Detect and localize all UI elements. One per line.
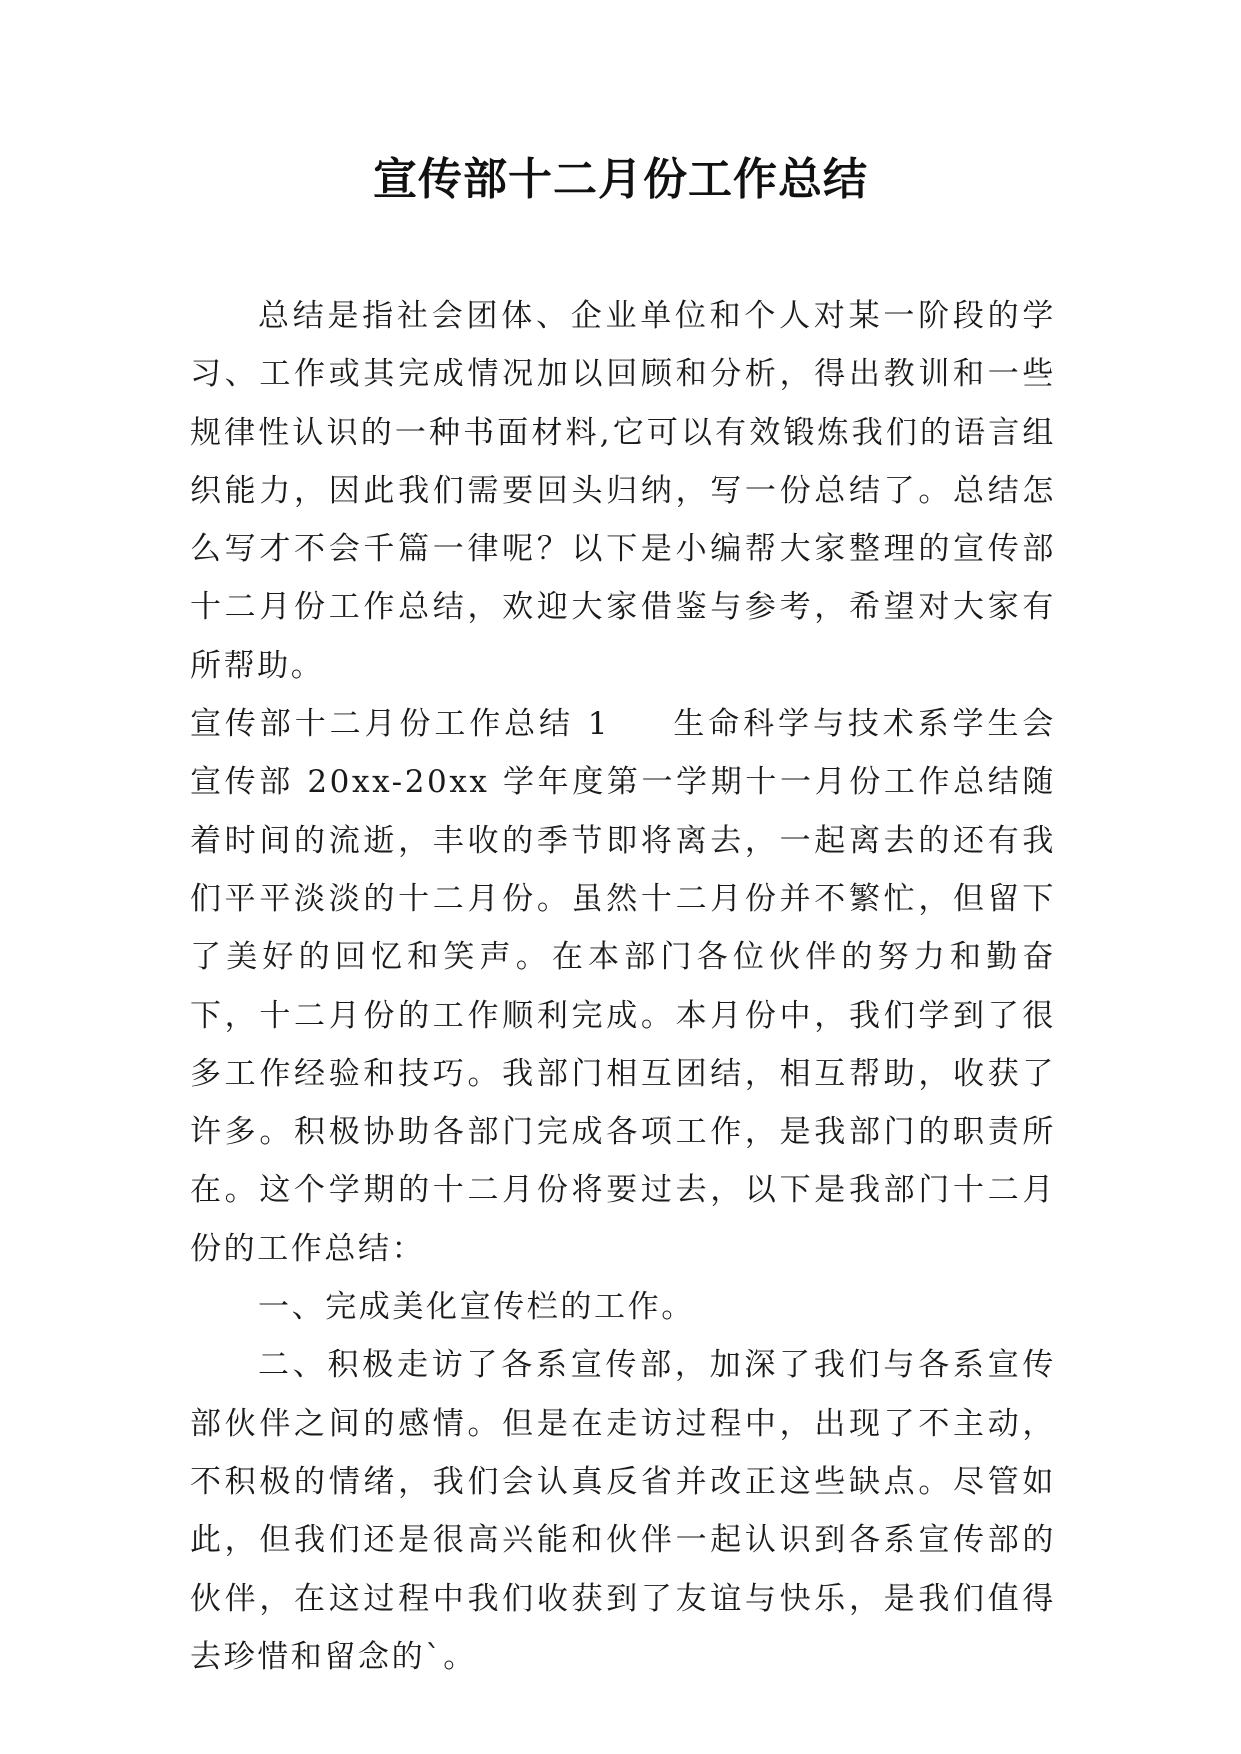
section-body-text: 生命科学与技术系学生会宣传部 20xx-20xx 学年度第一学期十一月份工作总结随着时间的流逝，丰收的季节即将离去，一起离去的还有我们平平淡淡的十二月份。虽然十二月份并不繁忙，但留下了美好的回忆和笑声。在本部门各位伙伴的努力和勤奋下，十二月份的工作顺利完成。本月份中，我们学到了很多工作经验和技巧。我部门相互团结，相互帮助，收获了许多。积极协助各部门完成各项工作，是我部门的职责所在。这个学期的十二月份将要过去，以下是我部门十二月份的工作总结：	[190, 706, 1056, 1267]
list-item-1: 一、完成美化宣传栏的工作。	[258, 1289, 695, 1326]
document-body	[190, 287, 1056, 1686]
section-heading: 宣传部十二月份工作总结 1	[190, 706, 611, 743]
document-title: 宣传部十二月份工作总结	[373, 154, 868, 205]
intro-paragraph: 总结是指社会团体、企业单位和个人对某一阶段的学习、工作或其完成情况加以回顾和分析，得出教训和一些规律性认识的一种书面材料,它可以有效锻炼我们的语言组织能力，因此我们需要回头归纳，写一份总结了。总结怎么写才不会千篇一律呢？以下是小编帮大家整理的宣传部十二月份工作总结，欢迎大家借鉴与参考，希望对大家有所帮助。	[190, 298, 1056, 684]
list-item-2: 二、积极走访了各系宣传部，加深了我们与各系宣传部伙伴之间的感情。但是在走访过程中，出现了不主动，不积极的情绪，我们会认真反省并改正这些缺点。尽管如此，但我们还是很高兴能和伙伴一起认识到各系宣传部的伙伴，在这过程中我们收获到了友谊与快乐，是我们值得去珍惜和留念的`。	[190, 1347, 1056, 1675]
section-paragraph	[190, 695, 1056, 1278]
